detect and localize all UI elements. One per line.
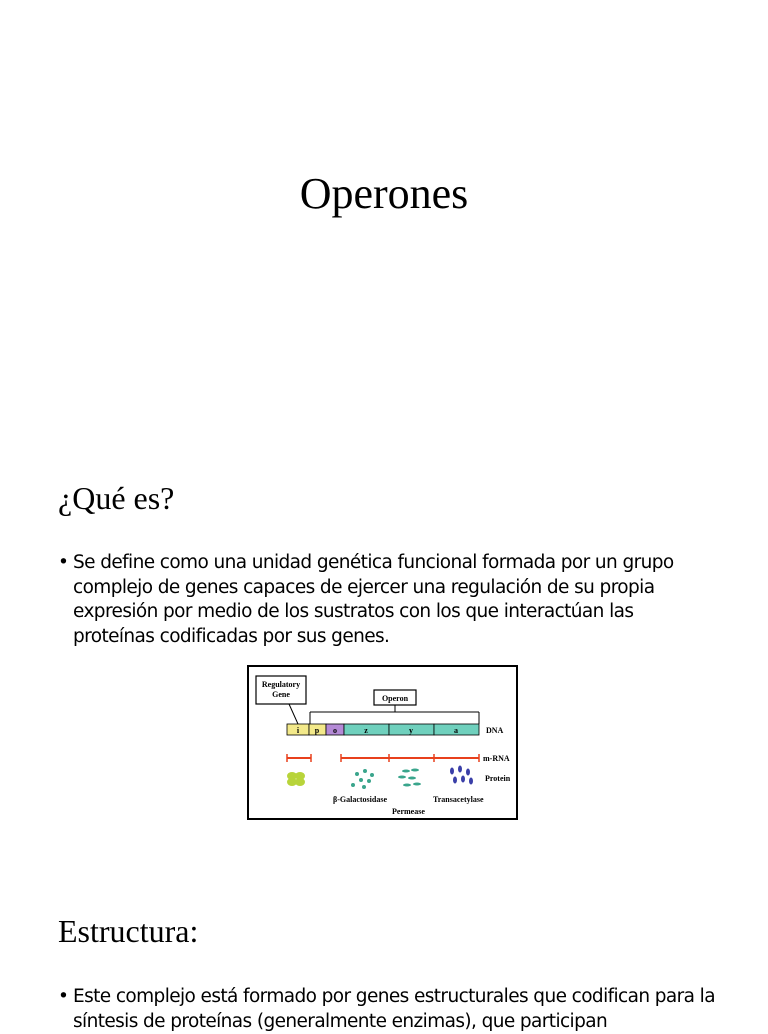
regulatory-gene-label-1: Regulatory xyxy=(261,680,301,689)
structure-text: Este complejo está formado por genes estructurales que codifican para la síntesis de proteínas (generalmente enzimas), que participan xyxy=(73,986,715,1032)
gene-a-label: a xyxy=(454,726,458,735)
section-heading-que-es: ¿Qué es? xyxy=(58,480,175,516)
definition-bullet xyxy=(58,551,718,649)
permease-label: Permease xyxy=(392,807,425,816)
galactosidase-protein xyxy=(351,769,374,789)
gene-y-label: y xyxy=(409,726,413,735)
protein-label: Protein xyxy=(485,774,511,783)
transacetylase-label: Transacetylase xyxy=(433,795,484,804)
permease-protein xyxy=(398,769,421,787)
regulatory-pointer xyxy=(289,704,298,724)
galactosidase-label: β-Galactosidase xyxy=(333,795,387,804)
gene-p-label: p xyxy=(314,726,320,735)
section-heading-estructura: Estructura: xyxy=(58,913,199,949)
gene-z-label: z xyxy=(364,726,368,735)
gene-o-label: o xyxy=(333,726,337,735)
bullet-dot: • xyxy=(58,986,69,1007)
mrna-label: m-RNA xyxy=(483,754,510,763)
regulatory-gene-label-2: Gene xyxy=(272,690,290,699)
operon-label: Operon xyxy=(381,694,409,703)
definition-text: Se define como una unidad genética funcional formada por un grupo complejo de genes capaces de ejercer una regulación de su propia expresión por medio de los sustratos con los que interactúan las proteínas codificadas por sus genes. xyxy=(73,552,674,647)
structure-bullet xyxy=(58,985,718,1034)
repressor-protein xyxy=(287,772,305,786)
bullet-dot: • xyxy=(58,552,69,573)
operon-diagram xyxy=(247,665,518,820)
transacetylase-protein xyxy=(450,766,473,785)
gene-i-label: i xyxy=(296,726,300,735)
slide-title: Operones xyxy=(299,169,469,218)
dna-label: DNA xyxy=(486,726,504,735)
